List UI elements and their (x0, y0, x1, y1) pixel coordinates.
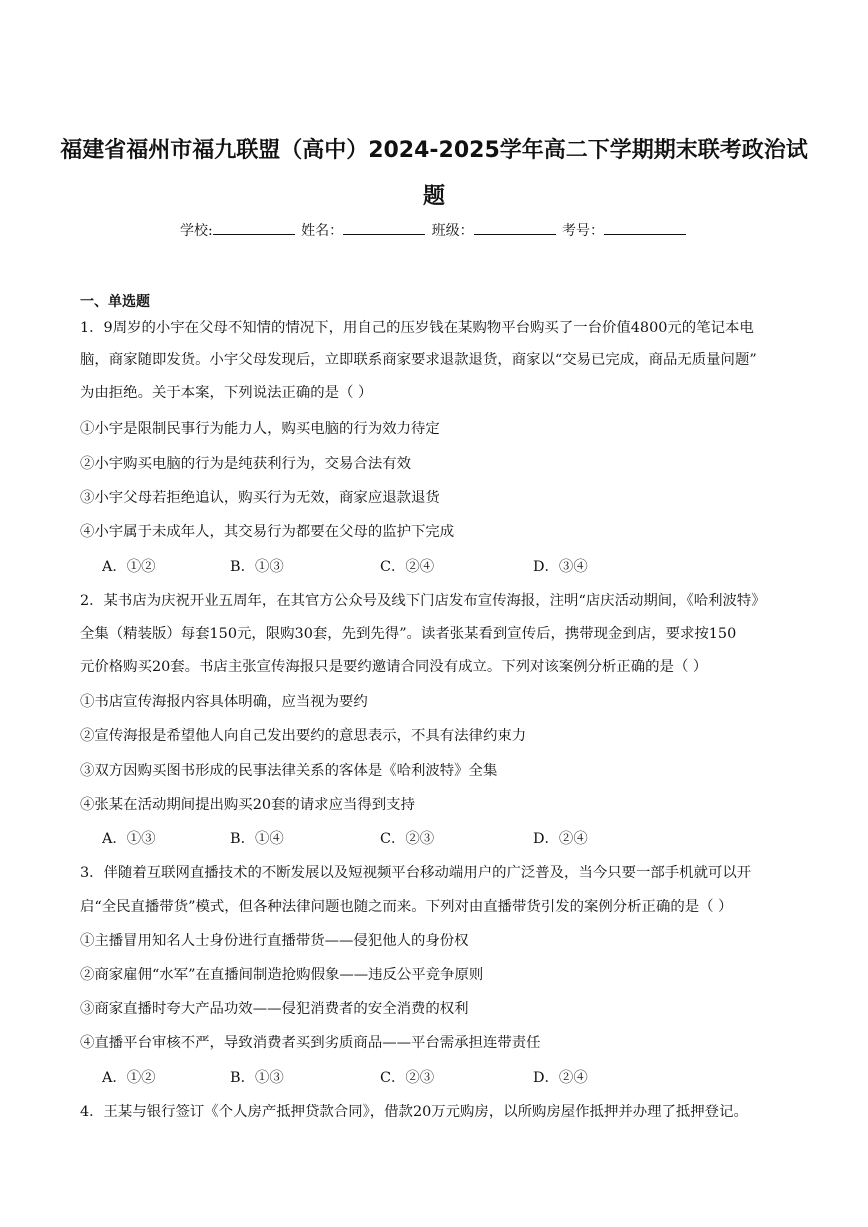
q1-option-b[interactable]: B．①③ (230, 559, 284, 575)
q3-item-2: ②商家雇佣“水军”在直播间制造抢购假象——违反公平竞争原则 (80, 967, 484, 983)
q2-stem-line1: 2．某书店为庆祝开业五周年，在其官方公众号及线下门店发布宣传海报，注明“店庆活动期间，《哈利波特》 (80, 593, 766, 609)
school-blank[interactable] (213, 220, 295, 235)
section-heading: 一、单选题 (80, 294, 150, 310)
exam-title-line2: 题 (422, 184, 445, 209)
q4-stem-line1: 4．王某与银行签订《个人房产抵押贷款合同》，借款20万元购房，以所购房屋作抵押并办理了抵押登记。 (80, 1104, 748, 1120)
q1-item-1: ①小宇是限制民事行为能力人，购买电脑的行为效力待定 (80, 421, 440, 437)
q2-option-d[interactable]: D．②④ (533, 831, 588, 847)
q3-option-b[interactable]: B．①③ (230, 1070, 284, 1086)
q1-option-c[interactable]: C．②④ (380, 559, 435, 575)
exam-title-line1: 福建省福州市福九联盟（高中）2024-2025学年高二下学期期末联考政治试 (60, 138, 808, 163)
q3-stem-line1: 3．伴随着互联网直播技术的不断发展以及短视频平台移动端用户的广泛普及，当今只要一部手机就可以开 (80, 865, 752, 881)
class-blank[interactable] (474, 220, 556, 235)
q2-item-4: ④张某在活动期间提出购买20套的请求应当得到支持 (80, 797, 415, 813)
q1-option-d[interactable]: D．③④ (533, 559, 588, 575)
number-label: 考号： (562, 223, 605, 239)
q2-item-1: ①书店宣传海报内容具体明确，应当视为要约 (80, 694, 368, 710)
student-info-row (0, 220, 868, 241)
q3-stem-line2: 启“全民直播带货”模式，但各种法律问题也随之而来。下列对由直播带货引发的案例分析正确的是（ ） (80, 899, 733, 915)
q1-item-2: ②小宇购买电脑的行为是纯获利行为，交易合法有效 (80, 456, 411, 472)
q2-stem-line2: 全集（精装版）每套150元，限购30套，先到先得”。读者张某看到宣传后，携带现金到店，要求按150 (80, 626, 737, 642)
school-label: 学校: (179, 223, 213, 239)
q2-option-a[interactable]: A．①③ (102, 831, 156, 847)
name-blank[interactable] (343, 220, 425, 235)
class-label: 班级： (431, 223, 474, 239)
q1-option-a[interactable]: A．①② (102, 559, 156, 575)
q2-item-2: ②宣传海报是希望他人向自己发出要约的意思表示，不具有法律约束力 (80, 728, 527, 744)
q3-item-4: ④直播平台审核不严，导致消费者买到劣质商品——平台需承担连带责任 (80, 1035, 541, 1051)
q1-item-4: ④小宇属于未成年人，其交易行为都要在父母的监护下完成 (80, 524, 455, 540)
q1-stem-line3: 为由拒绝。关于本案，下列说法正确的是（ ） (80, 385, 373, 401)
q2-option-b[interactable]: B．①④ (230, 831, 284, 847)
q2-item-3: ③双方因购买图书形成的民事法律关系的客体是《哈利波特》全集 (80, 763, 498, 779)
q3-item-3: ③商家直播时夸大产品功效——侵犯消费者的安全消费的权利 (80, 1001, 469, 1017)
q1-stem-line1: 1．9周岁的小宇在父母不知情的情况下，用自己的压岁钱在某购物平台购买了一台价值4800元的笔记本电 (80, 320, 754, 336)
q3-option-d[interactable]: D．②④ (533, 1070, 588, 1086)
q1-stem-line2: 脑，商家随即发货。小宇父母发现后，立即联系商家要求退款退货，商家以“交易已完成，商品无质量问题” (80, 352, 757, 368)
q3-option-a[interactable]: A．①② (102, 1070, 156, 1086)
number-blank[interactable] (604, 220, 686, 235)
name-label: 姓名： (301, 223, 344, 239)
q3-item-1: ①主播冒用知名人士身份进行直播带货——侵犯他人的身份权 (80, 933, 469, 949)
q1-item-3: ③小宇父母若拒绝追认，购买行为无效，商家应退款退货 (80, 490, 440, 506)
q2-option-c[interactable]: C．②③ (380, 831, 435, 847)
q2-stem-line3: 元价格购买20套。书店主张宣传海报只是要约邀请合同没有成立。下列对该案例分析正确的是（ ） (80, 659, 708, 675)
q3-option-c[interactable]: C．②③ (380, 1070, 435, 1086)
